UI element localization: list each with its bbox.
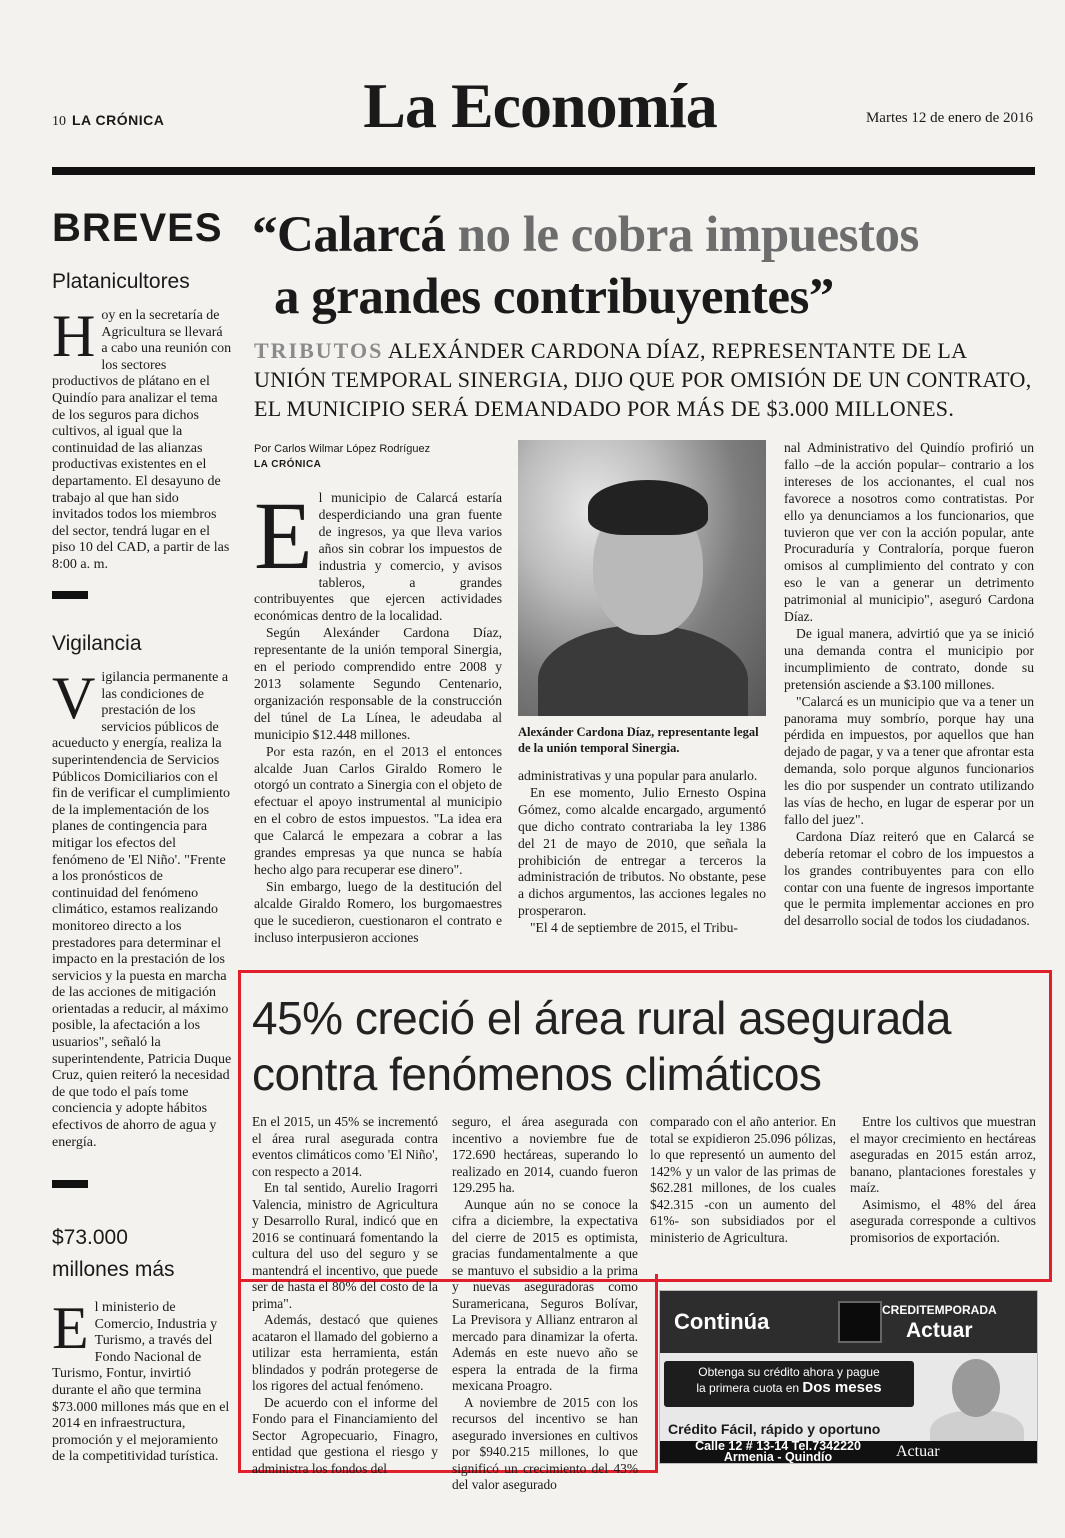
paragraph: Sin embargo, luego de la destitución del alcalde Giraldo Romero, los burgomaestres que le sucedieron, cuestionaron el contrato e incluso interpusieron acciones (254, 878, 502, 945)
paragraph: Según Alexánder Cardona Díaz, representante de la unión temporal Sinergia, en el periodo comprendido entre 2008 y 2013 solamente Segundo Centenario, organización responsable de la construcción del túnel de La Línea, le adeudaba al municipio $12.448 millones. (254, 625, 502, 742)
breve-dropcap: E (52, 1295, 89, 1361)
portrait-photo (518, 440, 766, 716)
breve-body (52, 1295, 232, 1466)
article-dropcap: E (254, 482, 313, 589)
breve-head: $73.000 millones más (52, 1226, 175, 1281)
paragraph: Por esta razón, en el 2013 el entonces alcalde Juan Carlos Giraldo Romero le otorgó un contrato a Sinergia con el objeto de efectuar el apoyo instrumental al municipio en el cobro de estos impuestos. "La idea era que Calarcá le empezara a cobrar a las grandes empresas ya que nunca se había hecho algo para recuperar ese dinero". (254, 743, 502, 877)
ad-tagline: Crédito Fácil, rápido y oportuno (668, 1421, 881, 1437)
paragraph: En el 2015, un 45% se incrementó el área rural asegurada contra eventos climáticos como 'El Niño', con respecto a 2014. (252, 1114, 438, 1179)
paragraph: En ese momento, Julio Ernesto Ospina Gómez, como alcalde encargado, argumentó que dicho contrato contrariaba la ley 1386 del 21 de mayo de 2010, que señala la prohibición de entregar a terceros la administración de tributos. No obstante, pese a dichos argumentos, las acciones legales no prosperaron. (518, 784, 766, 919)
paper-name: LA CRÓNICA (72, 112, 165, 128)
main-col-2 (518, 768, 766, 937)
paragraph (254, 482, 502, 625)
breves-title: BREVES (52, 206, 223, 250)
breve-head: Platanicultores (52, 270, 190, 293)
paragraph: Entre los cultivos que muestran el mayor crecimiento en hectáreas aseguradas en 2015 están arroz, banano, plantaciones forestales y maíz. (850, 1114, 1036, 1195)
paragraph: "Calarcá es un municipio que va a tener un panorama muy sombrío, porque hay una pérdida en impuestos, por aquellos que han dejado de pagar, y va a tener que afrontar esta demanda, solo porque algunos funcionarios les dio por suspender un contrato utilizando las vías de hecho, en lugar de esperar por un fallo del juez". (784, 693, 1034, 827)
ad-offer-line1: Obtenga su crédito ahora y pague (698, 1365, 880, 1379)
breve-body (52, 665, 232, 1151)
paragraph: Asimismo, el 48% del área asegurada corresponde a cultivos promisorios de exportación. (850, 1196, 1036, 1245)
main-headline (252, 204, 1042, 328)
paragraph-text: l municipio de Calarcá estaría desperdiciando una gran fuente de ingresos, ya que lleva varios años sin cobrar los impuestos de industria y comercio, y avisos tableros, a grandes contribuyentes que ejercen actividades económicas dentro de la localidad. (254, 490, 502, 624)
ad-address (668, 1441, 888, 1463)
rural-headline (252, 990, 1032, 1102)
ad-continua: Continúa (674, 1309, 770, 1334)
ad-address-line1: Calle 12 # 13-14 Tel.7342220 (695, 1439, 861, 1453)
rural-headline-line1: 45% creció el área rural asegurada (252, 992, 951, 1044)
paragraph: Además, destacó que quienes acataron el llamado del gobierno a utilizar esta herramienta, están blindados y podrán protegerse de los rigores del actual fenómeno. (252, 1312, 438, 1393)
paragraph: De igual manera, advirtió que ya se inició una demanda contra el municipio por incumplimiento de contrato, donde su pretensión asciende a $3.100 millones. (784, 625, 1034, 692)
ad-creditemporada: CREDITEMPORADA (882, 1303, 997, 1317)
deck-kicker: TRIBUTOS (254, 338, 384, 363)
paragraph: De acuerdo con el informe del Fondo para el Financiamiento del Sector Agropecuario, Finagro, entidad que gestiona el riesgo y administra los fondos del (252, 1394, 438, 1476)
photo-figure-hair (588, 480, 708, 535)
page-number (52, 112, 164, 130)
byline (254, 443, 430, 470)
section-title: La Economía (363, 70, 717, 141)
page-number-value: 10 (52, 114, 66, 129)
breve-73000 (52, 1222, 232, 1466)
rural-col-2 (452, 1114, 638, 1494)
breve-text: oy en la secretaría de Agricultura se llevará a cabo una reunión con los sectores productivos de plátano en el Quindío para analizar el tema de los seguros para dichos cultivos, al igual que la continuidad de las alianzas productivas existentes en el departamento. El desayuno de trabajo al que han sido invitados todos los miembros del sector, tendrá lugar en el piso 10 del CAD, a partir de las 8:00 a. m. (52, 308, 232, 572)
rural-col-3 (650, 1114, 836, 1246)
headline-black: “Calarcá (252, 207, 446, 263)
ad-logo: Actuar (896, 1443, 940, 1460)
paragraph: seguro, el área asegurada con incentivo a noviembre fue de 172.690 hectáreas, superando lo realizado en 2014, cuando fueron 129.295 ha. (452, 1114, 638, 1195)
ad-person-image (922, 1355, 1030, 1455)
issue-date: Martes 12 de enero de 2016 (865, 110, 1033, 126)
paragraph: administrativas y una popular para anularlo. (518, 768, 758, 783)
main-deck (254, 336, 1034, 423)
paragraph: comparado con el año anterior. En total se expidieron 25.096 pólizas, lo que representó un aumento del 142% y un valor de las primas de $62.281 millones, de los cuales $42.315 -con un aumento del 61%- son subsidiados por el ministerio de Agricultura. (650, 1114, 836, 1245)
ad-offer-line2: la primera cuota en (696, 1381, 800, 1395)
headline-line2: a grandes contribuyentes” (274, 269, 834, 325)
actuar-advertisement (659, 1290, 1038, 1464)
main-col-1 (254, 482, 502, 946)
rural-headline-line2: contra fenómenos climáticos (252, 1048, 822, 1100)
byline-author: Por Carlos Wilmar López Rodríguez (254, 443, 431, 455)
ad-brand: Actuar (906, 1319, 973, 1342)
breve-dropcap: V (52, 665, 96, 731)
paragraph: A noviembre de 2015 con los recursos del incentivo se han asegurado inversiones en cultivos por $940.215 millones, lo que significó un crecimiento del 43% del valor asegurado (452, 1394, 638, 1492)
ad-offer-bold: Dos meses (802, 1379, 882, 1396)
ad-address-line2: Armenia - Quindío (723, 1450, 833, 1464)
breve-platanicultores (52, 270, 232, 574)
breve-separator (52, 591, 88, 599)
paragraph: En tal sentido, Aurelio Iragorri Valencia, ministro de Agricultura y Desarrollo Rural, indicó que en 2016 se continuará fomentando la cultura del uso del seguro y se mantendrá el incentivo, que puede ser de hasta el 80% del costo de la prima". (252, 1180, 438, 1311)
main-col-3 (784, 440, 1034, 930)
breve-text: igilancia permanente a las condiciones de prestación de los servicios públicos de acueducto y energía, realiza la superintendencia de Servicios Públicos Domiciliarios con el fin de verificar el cumplimiento de la implementación de los planes de contingencia para mitigar los efectos del fenómeno de 'El Niño'. "Frente a los pronósticos de continuidad del fenómeno climático, estamos realizando monitoreo directo a los prestadores para determinar el impacto en la prestación de los servicios y la puesta en marcha de las acciones de mitigación orientadas a reducir, al máximo posible, la afectación a los usuarios", señaló la superintendente, Patricia Duque Cruz, quien reiteró la necesidad de que todo el país tome conciencia y adopte hábitos efectivos de ahorro de agua y energía. (52, 670, 232, 1150)
rural-col-1 (252, 1114, 438, 1477)
rural-col-4 (850, 1114, 1036, 1246)
byline-org: LA CRÓNICA (254, 459, 322, 470)
paragraph: Cardona Díaz reiteró que en Calarcá se debería retomar el cobro de los impuestos a los grandes contribuyentes para con ello contar con una fuente de ingresos importante que le permita implementar acciones en pro del desarrollo social de todos los ciudadanos. (784, 828, 1034, 929)
ad-person-face (952, 1359, 1000, 1417)
paragraph: "El 4 de septiembre de 2015, el Tribu- (530, 920, 738, 936)
breve-separator (52, 1180, 88, 1188)
headline-grey: no le cobra impuestos (457, 207, 919, 263)
gift-box-icon (838, 1301, 882, 1343)
breve-dropcap: H (52, 303, 96, 369)
breve-body (52, 303, 232, 574)
deck-text: ALEXÁNDER CARDONA DÍAZ, REPRESENTANTE DE LA UNIÓN TEMPORAL SINERGIA, DIJO QUE POR OMISIÓN DE UN CONTRATO, EL MUNICIPIO SERÁ DEMANDADO POR MÁS DE $3.000 MILLONES. (254, 338, 1032, 421)
breve-head: Vigilancia (52, 632, 142, 655)
paragraph: nal Administrativo del Quindío profirió un fallo –de la acción popular– contrario a los intereses de los accionantes, el cual nos favorece a nosotros como contratistas. Por ello ya denunciamos a los funcionarios, que tuvieron que ver con la acción popular, ante Procuraduría y Contraloría, porque fueron omisos al cumplimiento del contrato y con eso le van a generar un detrimento patrimonial al municipio", aseguró Cardona Díaz. (784, 440, 1034, 625)
paragraph: Aunque aún no se conoce la cifra a diciembre, la expectativa del cierre de 2015 es optimista, gracias fundamentalmente a que se mantuvo el subsidio a la prima y nuevas aseguradoras como Suramericana, Seguros Bolívar, La Previsora y Allianz entraron al mercado para dinamizar la oferta. Además en este nuevo año se espera la entrada de la firma mexicana Proagro. (452, 1196, 638, 1393)
photo-caption: Alexánder Cardona Díaz, representante legal de la unión temporal Sinergia. (518, 725, 759, 755)
breve-vigilancia (52, 632, 232, 1151)
breve-text: l ministerio de Comercio, Industria y Turismo, a través del Fondo Nacional de Turismo, Fontur, invirtió durante el año que termina $73.000 millones más que en el 2014 en infraestructura, promoción y el mejoramiento de la competitividad turística. (52, 1300, 230, 1465)
ad-offer (664, 1361, 914, 1407)
masthead-rule (52, 167, 1035, 175)
